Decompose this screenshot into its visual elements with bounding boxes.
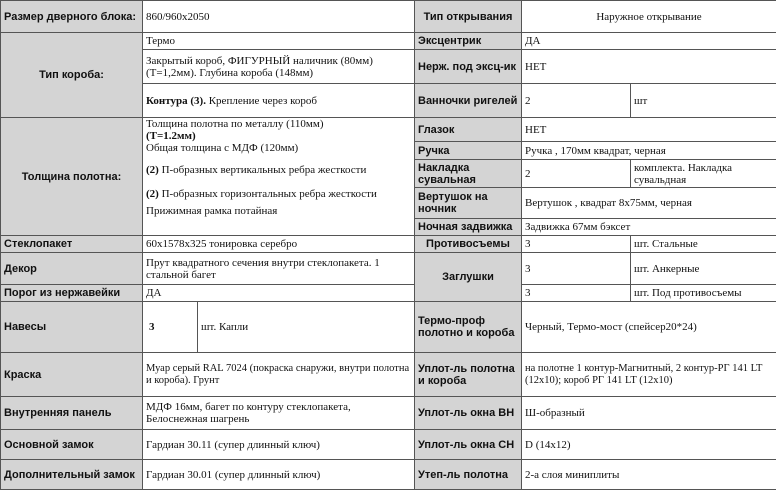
bolt-baths-unit: шт bbox=[631, 84, 776, 118]
seal-leaf-value: на полотне 1 контур-Магнитный, 2 контур-РГ 141 LT (12х10); короб РГ 141 LT (12х10) bbox=[522, 353, 776, 397]
paint-value: Муар серый RAL 7024 (покраска снаружи, внутри полотна и короба). Грунт bbox=[143, 353, 415, 397]
main-lock-label: Основной замок bbox=[1, 430, 143, 460]
knob-value: Вертушок , квадрат 8х75мм, черная bbox=[522, 188, 776, 219]
overlay-qty: 2 bbox=[522, 160, 631, 188]
stainless-eccentric-value: НЕТ bbox=[522, 50, 776, 84]
peephole-label: Глазок bbox=[415, 118, 522, 142]
night-latch-label: Ночная задвижка bbox=[415, 219, 522, 236]
seal-window-out-value: D (14х12) bbox=[522, 430, 776, 460]
leaf-thickness-label: Толщина полотна: bbox=[1, 118, 143, 236]
bolt-baths-label: Ванночки ригелей bbox=[415, 84, 522, 118]
plugs-qty-1: 3 bbox=[522, 253, 631, 285]
night-latch-value: Задвижка 67мм бэксет bbox=[522, 219, 776, 236]
inner-panel-value: МДФ 16мм, багет по контуру стеклопакета, Белоснежная шагрень bbox=[143, 397, 415, 430]
plugs-qty-2: 3 bbox=[522, 285, 631, 302]
seal-leaf-label: Уплот-ль полотна и короба bbox=[415, 353, 522, 397]
anti-removal-qty: 3 bbox=[522, 236, 631, 253]
main-lock-value: Гардиан 30.11 (супер длинный ключ) bbox=[143, 430, 415, 460]
peephole-value: НЕТ bbox=[522, 118, 776, 142]
door-size-value: 860/960х2050 bbox=[143, 1, 415, 33]
plugs-unit-2: шт. Под противосъемы bbox=[631, 285, 776, 302]
thermo-profile-label: Термо-проф полотно и короба bbox=[415, 302, 522, 353]
anti-removal-label: Противосъемы bbox=[415, 236, 522, 253]
extra-lock-label: Дополнительный замок bbox=[1, 460, 143, 490]
glass-value: 60х1578х325 тонировка серебро bbox=[143, 236, 415, 253]
knob-label: Вертушок на ночник bbox=[415, 188, 522, 219]
leaf-total-thickness: Общая толщина с МДФ (120мм) bbox=[146, 142, 299, 154]
overlay-unit: комплекта. Накладка сувальдная bbox=[631, 160, 776, 188]
decor-value: Прут квадратного сечения внутри стеклопакета. 1 стальной багет bbox=[143, 253, 415, 285]
insulation-value: 2-а слоя миниплиты bbox=[522, 460, 776, 490]
leaf-pressure-frame: Прижимная рамка потайная bbox=[146, 205, 278, 217]
anti-removal-unit: шт. Стальные bbox=[631, 236, 776, 253]
glass-label: Стеклопакет bbox=[1, 236, 143, 253]
frame-contour-count: Контура (3). bbox=[146, 94, 206, 107]
frame-line-1: Термо bbox=[143, 33, 415, 50]
eccentric-value: ДА bbox=[522, 33, 776, 50]
eccentric-label: Эксцентрик bbox=[415, 33, 522, 50]
bolt-baths-qty: 2 bbox=[522, 84, 631, 118]
stainless-eccentric-label: Нерж. под эксц-ик bbox=[415, 50, 522, 84]
hinges-label: Навесы bbox=[1, 302, 143, 353]
leaf-metal-thickness bbox=[146, 118, 411, 130]
leaf-horizontal-ribs: (2) П-образных горизонтальных ребра жесткости bbox=[146, 188, 377, 200]
frame-mounting: Крепление через короб bbox=[205, 94, 318, 107]
extra-lock-value: Гардиан 30.01 (супер длинный ключ) bbox=[143, 460, 415, 490]
hinges-unit: шт. Капли bbox=[198, 302, 415, 353]
seal-window-out-label: Уплот-ль окна СН bbox=[415, 430, 522, 460]
door-size-label: Размер дверного блока: bbox=[1, 1, 143, 33]
plugs-unit-1: шт. Анкерные bbox=[631, 253, 776, 285]
leaf-metal-text: Толщина полотна по металлу (110мм) bbox=[146, 118, 324, 130]
opening-label: Тип открывания bbox=[415, 1, 522, 33]
seal-window-in-value: Ш-образный bbox=[522, 397, 776, 430]
leaf-wall-thickness: (Т=1.2мм) bbox=[146, 130, 196, 142]
frame-line-2: Закрытый короб, ФИГУРНЫЙ наличник (80мм) (Т=1,2мм). Глубина короба (148мм) bbox=[143, 50, 415, 84]
frame-type-label: Тип короба: bbox=[1, 33, 143, 118]
inner-panel-label: Внутренняя панель bbox=[1, 397, 143, 430]
handle-label: Ручка bbox=[415, 142, 522, 160]
plugs-label: Заглушки bbox=[415, 253, 522, 302]
thermo-profile-value: Черный, Термо-мост (спейсер20*24) bbox=[522, 302, 776, 353]
hinges-qty: 3 bbox=[143, 302, 198, 353]
threshold-value: ДА bbox=[143, 285, 415, 302]
handle-value: Ручка , 170мм квадрат, черная bbox=[522, 142, 776, 160]
paint-label: Краска bbox=[1, 353, 143, 397]
leaf-vertical-ribs: (2) П-образных вертикальных ребра жесткости bbox=[146, 164, 367, 176]
leaf-thickness-details bbox=[143, 118, 415, 236]
decor-label: Декор bbox=[1, 253, 143, 285]
frame-line-3 bbox=[143, 84, 415, 118]
overlay-label: Накладка сувальная bbox=[415, 160, 522, 188]
insulation-label: Утеп-ль полотна bbox=[415, 460, 522, 490]
threshold-label: Порог из нержавейки bbox=[1, 285, 143, 302]
opening-value: Наружное открывание bbox=[522, 1, 776, 33]
seal-window-in-label: Уплот-ль окна ВН bbox=[415, 397, 522, 430]
